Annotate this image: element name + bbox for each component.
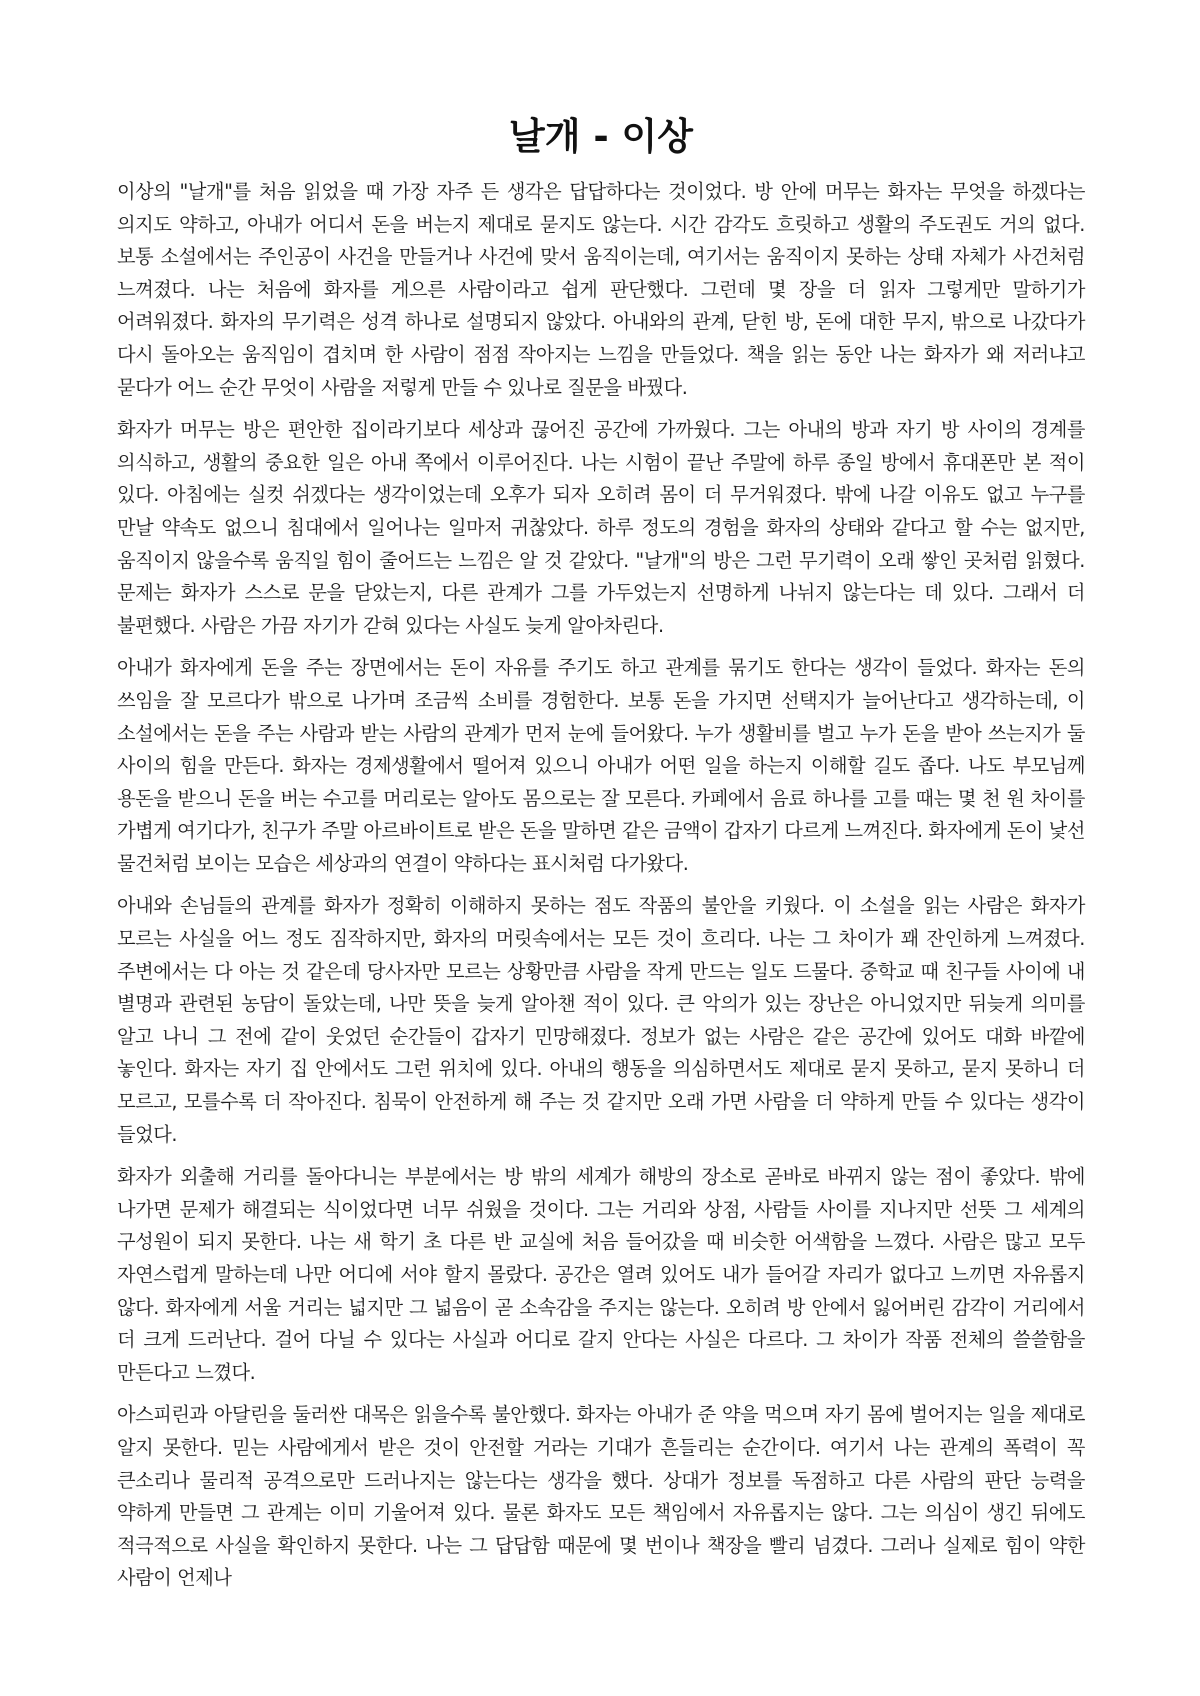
document-page [117,112,1085,1605]
paragraph: 화자가 외출해 거리를 돌아다니는 부분에서는 방 밖의 세계가 해방의 장소로 곧바로 바뀌지 않는 점이 좋았다. 밖에 나가면 문제가 해결되는 식이었다면 너무 쉬웠을 것이다. 그는 거리와 상점, 사람들 사이를 지나지만 선뜻 그 세계의 구성원이 되지 못한다. 나는 새 학기 초 다른 반 교실에 처음 들어갔을 때 비슷한 어색함을 느꼈다. 사람은 많고 모두 자연스럽게 말하는데 나만 어디에 서야 할지 몰랐다. 공간은 열려 있어도 내가 들어갈 자리가 없다고 느끼면 자유롭지 않다. 화자에게 서울 거리는 넓지만 그 넓음이 곧 소속감을 주지는 않는다. 오히려 방 안에서 잃어버린 감각이 거리에서 더 크게 드러난다. 걸어 다닐 수 있다는 사실과 어디로 갈지 안다는 사실은 다르다. 그 차이가 작품 전체의 쓸쓸함을 만든다고 느꼈다. [117,1165,1085,1384]
document-title: 날개 - 이상 [508,115,694,158]
paragraph: 아내와 손님들의 관계를 화자가 정확히 이해하지 못하는 점도 작품의 불안을 키웠다. 이 소설을 읽는 사람은 화자가 모르는 사실을 어느 정도 짐작하지만, 화자의 머릿속에서는 모든 것이 흐리다. 나는 그 차이가 꽤 잔인하게 느껴졌다. 주변에서는 다 아는 것 같은데 당사자만 모르는 상황만큼 사람을 작게 만드는 일도 드물다. 중학교 때 친구들 사이에 내 별명과 관련된 농담이 돌았는데, 나만 뜻을 늦게 알아챈 적이 있다. 큰 악의가 있는 장난은 아니었지만 뒤늦게 의미를 알고 나니 그 전에 같이 웃었던 순간들이 갑자기 민망해졌다. 정보가 없는 사람은 같은 공간에 있어도 대화 바깥에 놓인다. 화자는 자기 집 안에서도 그런 위치에 있다. 아내의 행동을 의심하면서도 제대로 묻지 못하고, 묻지 못하니 더 모르고, 모를수록 더 작아진다. 침묵이 안전하게 해 주는 것 같지만 오래 가면 사람을 더 약하게 만들 수 있다는 생각이 들었다. [117,894,1085,1146]
paragraph: 화자가 머무는 방은 편안한 집이라기보다 세상과 끊어진 공간에 가까웠다. 그는 아내의 방과 자기 방 사이의 경계를 의식하고, 생활의 중요한 일은 아내 쪽에서 이루어진다. 나는 시험이 끝난 주말에 하루 종일 방에서 휴대폰만 본 적이 있다. 아침에는 실컷 쉬겠다는 생각이었는데 오후가 되자 오히려 몸이 더 무거워졌다. 밖에 나갈 이유도 없고 누구를 만날 약속도 없으니 침대에서 일어나는 일마저 귀찮았다. 하루 정도의 경험을 화자의 상태와 같다고 할 수는 없지만, 움직이지 않을수록 움직일 힘이 줄어드는 느낌은 알 것 같았다. "날개"의 방은 그런 무기력이 오래 쌓인 곳처럼 읽혔다. 문제는 화자가 스스로 문을 닫았는지, 다른 관계가 그를 가두었는지 선명하게 나뉘지 않는다는 데 있다. 그래서 더 불편했다. 사람은 가끔 자기가 갇혀 있다는 사실도 늦게 알아차린다. [117,418,1085,637]
paragraph: 아내가 화자에게 돈을 주는 장면에서는 돈이 자유를 주기도 하고 관계를 묶기도 한다는 생각이 들었다. 화자는 돈의 쓰임을 잘 모르다가 밖으로 나가며 조금씩 소비를 경험한다. 보통 돈을 가지면 선택지가 늘어난다고 생각하는데, 이 소설에서는 돈을 주는 사람과 받는 사람의 관계가 먼저 눈에 들어왔다. 누가 생활비를 벌고 누가 돈을 받아 쓰는지가 둘 사이의 힘을 만든다. 화자는 경제생활에서 떨어져 있으니 아내가 어떤 일을 하는지 이해할 길도 좁다. 나도 부모님께 용돈을 받으니 돈을 버는 수고를 머리로는 알아도 몸으로는 잘 모른다. 카페에서 음료 하나를 고를 때는 몇 천 원 차이를 가볍게 여기다가, 친구가 주말 아르바이트로 받은 돈을 말하면 같은 금액이 갑자기 다르게 느껴진다. 화자에게 돈이 낯선 물건처럼 보이는 모습은 세상과의 연결이 약하다는 표시처럼 다가왔다. [117,656,1085,875]
paragraph: 아스피린과 아달린을 둘러싼 대목은 읽을수록 불안했다. 화자는 아내가 준 약을 먹으며 자기 몸에 벌어지는 일을 제대로 알지 못한다. 믿는 사람에게서 받은 것이 안전할 거라는 기대가 흔들리는 순간이다. 여기서 나는 관계의 폭력이 꼭 큰소리나 물리적 공격으로만 드러나지는 않는다는 생각을 했다. 상대가 정보를 독점하고 다른 사람의 판단 능력을 약하게 만들면 그 관계는 이미 기울어져 있다. 물론 화자도 모든 책임에서 자유롭지는 않다. 그는 의심이 생긴 뒤에도 적극적으로 사실을 확인하지 못한다. 나는 그 답답함 때문에 몇 번이나 책장을 빨리 넘겼다. 그러나 실제로 힘이 약한 사람이 언제나 [117,1403,1085,1590]
paragraph: 이상의 "날개"를 처음 읽었을 때 가장 자주 든 생각은 답답하다는 것이었다. 방 안에 머무는 화자는 무엇을 하겠다는 의지도 약하고, 아내가 어디서 돈을 버는지 제대로 묻지도 않는다. 시간 감각도 흐릿하고 생활의 주도권도 거의 없다. 보통 소설에서는 주인공이 사건을 만들거나 사건에 맞서 움직이는데, 여기서는 움직이지 못하는 상태 자체가 사건처럼 느껴졌다. 나는 처음에 화자를 게으른 사람이라고 쉽게 판단했다. 그런데 몇 장을 더 읽자 그렇게만 말하기가 어려워졌다. 화자의 무기력은 성격 하나로 설명되지 않았다. 아내와의 관계, 닫힌 방, 돈에 대한 무지, 밖으로 나갔다가 다시 돌아오는 움직임이 겹치며 한 사람이 점점 작아지는 느낌을 만들었다. 책을 읽는 동안 나는 화자가 왜 저러냐고 묻다가 어느 순간 무엇이 사람을 저렇게 만들 수 있나로 질문을 바꿨다. [117,180,1085,399]
